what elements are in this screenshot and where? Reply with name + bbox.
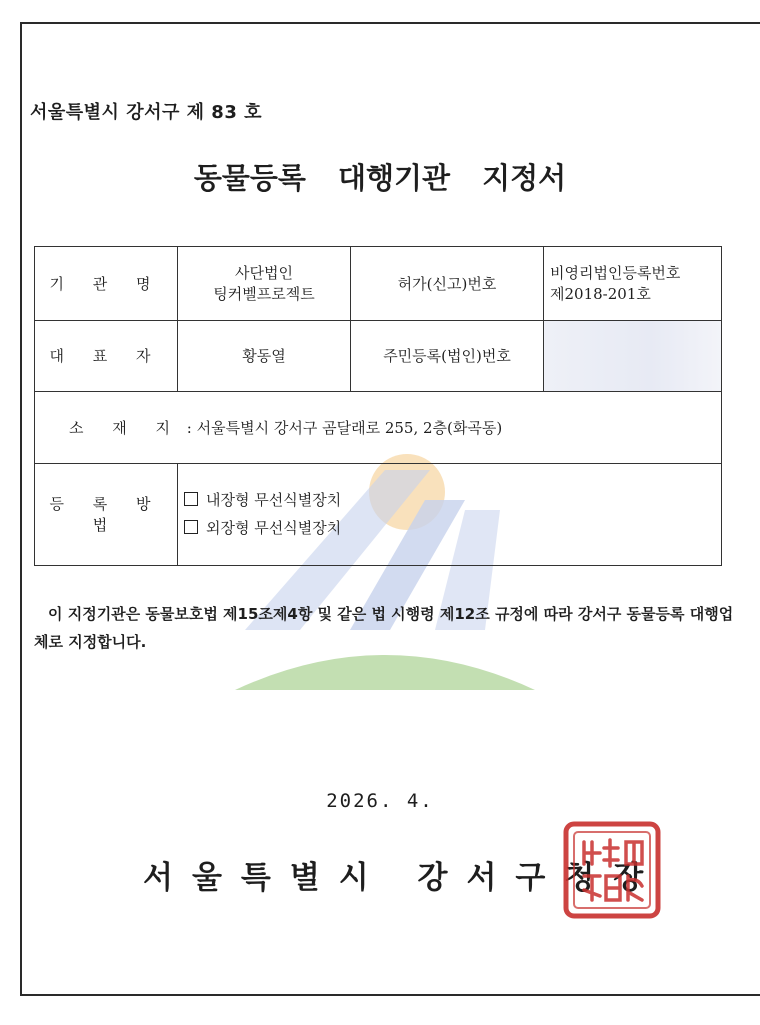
registration-number-label: 주민등록(법인)번호 (351, 320, 544, 392)
org-name-label: 기 관 명 (35, 247, 178, 321)
method-option-internal (184, 486, 715, 514)
location-value: 서울특별시 강서구 곰달래로 255, 2층(화곡동) (196, 418, 503, 437)
method-option-external (184, 514, 715, 542)
permit-number-cell (544, 247, 722, 321)
method-option-external-label: 외장형 무선식별장치 (206, 519, 342, 538)
checkbox-icon (184, 520, 198, 534)
document-title: 동물등록 대행기관 지정서 (193, 161, 567, 195)
org-name-line1: 사단법인 (235, 264, 293, 283)
permit-number-line1: 비영리법인등록번호 (550, 264, 681, 283)
permit-number-line2: 제2018-201호 (550, 285, 651, 304)
location-label: 소 재 지 (69, 418, 183, 437)
document-number: 서울특별시 강서구 제 83 호 (30, 102, 262, 123)
location-row (35, 392, 722, 464)
location-separator: : (186, 418, 192, 437)
permit-number-label: 허가(신고)번호 (351, 247, 544, 321)
registration-method-options (178, 463, 722, 565)
checkbox-icon (184, 492, 198, 506)
designation-statement: 이 지정기관은 동물보호법 제15조제4항 및 같은 법 시행령 제12조 규정에 따라 강서구 동물등록 대행업체로 지정합니다. (34, 605, 734, 651)
registration-method-label: 등 록 방 법 (35, 463, 178, 565)
issue-date: 2026. 4. (326, 790, 434, 812)
official-seal-icon (562, 820, 662, 920)
representative-label: 대 표 자 (35, 320, 178, 392)
representative-name: 황동열 (178, 320, 351, 392)
issuer-name: 서울특별시 강서구청장 (143, 860, 663, 896)
designation-info-table (34, 246, 722, 566)
registration-number-value (544, 320, 722, 392)
method-option-internal-label: 내장형 무선식별장치 (206, 491, 342, 510)
org-name-line2: 팅커벨프로젝트 (213, 285, 315, 304)
org-name-cell (178, 247, 351, 321)
